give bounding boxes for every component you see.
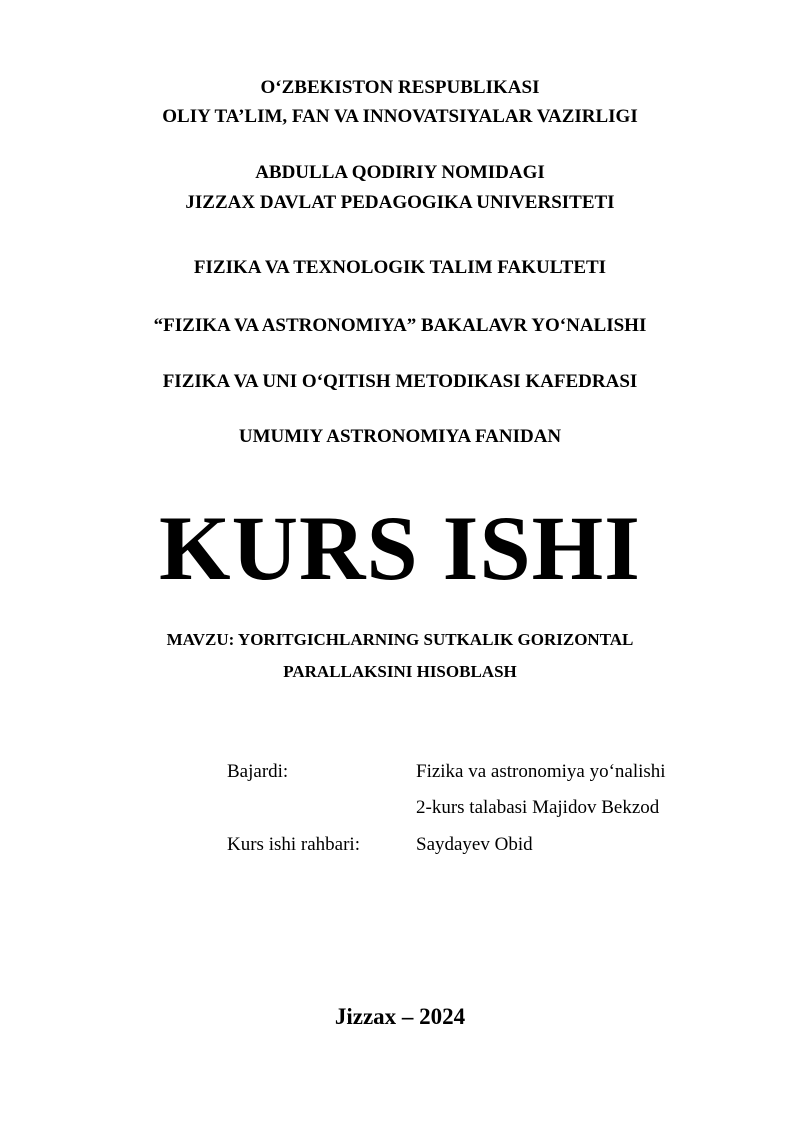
supervisor-value: Saydayev Obid [416, 834, 533, 855]
republic-title: O‘ZBEKISTON RESPUBLIKASI [260, 77, 540, 98]
document-title: KURS ISHI [159, 497, 641, 599]
performed-value-line1: Fizika va astronomiya yo‘nalishi [416, 761, 666, 782]
university-name-line1: ABDULLA QODIRIY NOMIDAGI [255, 162, 545, 183]
topic-line1: MAVZU: YORITGICHLARNING SUTKALIK GORIZONTAL [166, 630, 634, 649]
faculty-name: FIZIKA VA TEXNOLOGIK TALIM FAKULTETI [193, 257, 607, 278]
supervisor-label: Kurs ishi rahbari: [227, 834, 360, 855]
subject-name: UMUMIY ASTRONOMIYA FANIDAN [238, 426, 562, 447]
performed-value-line2: 2-kurs talabasi Majidov Bekzod [416, 797, 660, 818]
ministry-title: OLIY TA’LIM, FAN VA INNOVATSIYALAR VAZIRLIGI [162, 106, 638, 127]
topic-line2: PARALLAKSINI HISOBLASH [283, 662, 517, 681]
performed-label: Bajardi: [227, 761, 289, 782]
university-name-line2: JIZZAX DAVLAT PEDAGOGIKA UNIVERSITETI [185, 192, 615, 213]
department-name: FIZIKA VA UNI O‘QITISH METODIKASI KAFEDRASI [162, 371, 638, 392]
city-year: Jizzax – 2024 [334, 1004, 466, 1029]
program-name: “FIZIKA VA ASTRONOMIYA” BAKALAVR YO‘NALISHI [153, 315, 647, 336]
